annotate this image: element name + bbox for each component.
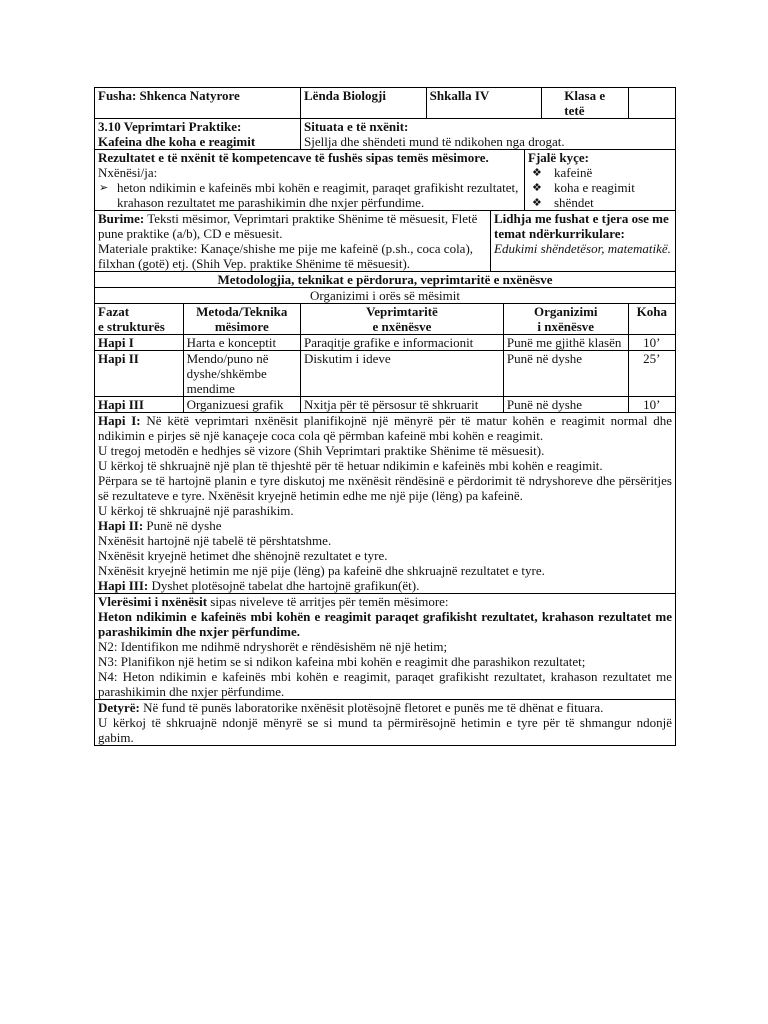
homework-text: Në fund të punës laboratorike nxënësit plotësojnë fletoret e punës me të dhënat e fituara.	[139, 700, 604, 715]
method-cell: Organizuesi grafik	[183, 397, 300, 413]
results-heading: Rezultatet e të nxënit të kompetencave të fushës sipas temës mësimore.	[98, 150, 489, 165]
assessment-main: Heton ndikimin e kafeinës mbi kohën e reagimit paraqet grafikisht rezultatet, krahason rezultatet me parashikimin dhe nxjer përfundime.	[98, 609, 672, 639]
level-cell	[426, 88, 628, 119]
step1-paragraph: U kërkoj të shkruajnë një plan të thjeshtë për të hetuar ndikimin e kafeinës mbi kohën e reagimit.	[98, 458, 603, 473]
table-row	[95, 335, 676, 351]
activity-cell: Paraqitje grafike e informacionit	[301, 335, 504, 351]
class-label: Klasa e tetë	[564, 88, 606, 118]
situation-text: Sjellja dhe shëndeti mund të ndikohen nga drogat.	[304, 134, 565, 149]
col-time: Koha	[628, 304, 675, 335]
keywords-heading: Fjalë kyçe:	[528, 150, 590, 165]
step1-label: Hapi I:	[98, 413, 141, 428]
links-text: Edukimi shëndetësor, matematikë.	[494, 241, 671, 256]
links-cell	[491, 211, 675, 271]
lesson-plan-table	[94, 87, 676, 746]
organization-cell: Punë në dyshe	[503, 351, 628, 397]
homework-label: Detyrë:	[98, 700, 140, 715]
topic-subtitle: Kafeina dhe koha e reagimit	[98, 134, 256, 149]
keyword-item: ❖ kafeinë	[528, 165, 672, 180]
results-row	[95, 150, 676, 211]
time-cell: 10’	[628, 335, 675, 351]
steps-row	[95, 413, 676, 594]
step2-text: Punë në dyshe	[143, 518, 222, 533]
keyword-item: ❖ koha e reagimit	[528, 180, 672, 195]
scale-label: Shkalla IV	[430, 88, 543, 118]
situation-cell	[301, 119, 676, 150]
steps-cell	[95, 413, 676, 594]
assessment-row	[95, 594, 676, 700]
table-row	[95, 351, 676, 397]
sources-text: Teksti mësimor, Veprimtari praktike Shënime të mësuesit, Fletë pune praktike (a/b), CD e mësuesit.	[98, 211, 478, 241]
topic-cell	[95, 119, 301, 150]
time-cell: 25’	[628, 351, 675, 397]
results-cell	[95, 150, 525, 210]
lesson-plan-page	[94, 87, 676, 746]
homework-paragraph: U kërkoj të shkruajnë ndonjë mënyrë se si mund ta përmirësojnë hetimin e tyre për të shmangur ndonjë gabim.	[98, 715, 672, 745]
step1-paragraph: U kërkoj të shkruajnë një parashikim.	[98, 503, 294, 518]
phase-cell: Hapi I	[95, 335, 184, 351]
assessment-level-n3: N3: Planifikon një hetim se si ndikon kafeina mbi kohën e reagimit dhe parashikon rezultatet;	[98, 654, 586, 669]
assessment-label-rest: sipas niveleve të arritjes për temën mësimore:	[207, 594, 449, 609]
col-organization: Organizimi i nxënësve	[503, 304, 628, 335]
phase-cell: Hapi III	[95, 397, 184, 413]
step2-paragraph: Nxënësit kryejnë hetimet dhe shënojnë rezultatet e tyre.	[98, 548, 388, 563]
subject-cell: Lënda Biologji	[301, 88, 427, 119]
keywords-list	[528, 165, 672, 210]
organization-cell: Punë me gjithë klasën	[503, 335, 628, 351]
field-cell: Fusha: Shkenca Natyrore	[95, 88, 301, 119]
assessment-cell	[95, 594, 676, 700]
keyword-item: ❖ shëndet	[528, 195, 672, 210]
step2-paragraph: Nxënësit kryejnë hetimin me një pije (lëng) pa kafeinë dhe shkruajnë rezultatet e tyre.	[98, 563, 545, 578]
step1-paragraph: U tregoj metodën e hedhjes së vizore (Shih Veprimtari praktike Shënime të mësuesit).	[98, 443, 545, 458]
organization-heading: Organizimi i orës së mësimit	[95, 288, 676, 304]
links-heading: Lidhja me fushat e tjera ose me temat ndërkurrikulare:	[494, 211, 669, 241]
phase-cell: Hapi II	[95, 351, 184, 397]
col-activities: Veprimtaritë e nxënësve	[301, 304, 504, 335]
assessment-level-n2: N2: Identifikon me ndihmë ndryshorët e rëndësishëm në një hetim;	[98, 639, 448, 654]
method-cell: Harta e konceptit	[183, 335, 300, 351]
methodology-heading-row	[95, 272, 676, 288]
results-subject: Nxënësi/ja:	[98, 165, 158, 180]
sources-cell	[95, 211, 491, 271]
step3-text: Dyshet plotësojnë tabelat dhe hartojnë grafikun(ët).	[148, 578, 420, 593]
situation-label: Situata e të nxënit:	[304, 119, 409, 134]
methodology-heading: Metodologjia, teknikat e përdorura, veprimtaritë e nxënësve	[95, 272, 676, 288]
activity-cell: Diskutim i ideve	[301, 351, 504, 397]
method-cell: Mendo/puno në dyshe/shkëmbe mendime	[183, 351, 300, 397]
phases-header-row	[95, 304, 676, 335]
sources-row	[95, 211, 676, 272]
results-list	[98, 180, 521, 210]
step1-text: Në këtë veprimtari nxënësit planifikojnë një mënyrë për të matur kohën e reagimit normal dhe ndikimin e pirjes së një kanaçeje coca cola që përmban kafeinë mbi kohën e reagimit.	[98, 413, 672, 443]
keywords-cell	[525, 150, 675, 210]
col-phases: Fazat e strukturës	[95, 304, 184, 335]
activity-cell: Nxitja për të përsosur të shkruarit	[301, 397, 504, 413]
step1-paragraph: Përpara se të hartojnë planin e tyre diskutoj me nxënësit rëndësinë e përdorimit të ndryshoreve dhe përsëritjes së rezultateve e tyre. Nxënësit kryejnë hetimin edhe me një pije (lëng) pa kafeinë.	[98, 473, 672, 503]
header-row	[95, 88, 676, 119]
homework-cell	[95, 700, 676, 746]
col-method: Metoda/Teknika mësimore	[183, 304, 300, 335]
assessment-level-n4: N4: Heton ndikimin e kafeinës mbi kohën e reagimit, paraqet grafikisht rezultatet, krahason rezultatet me parashikimin dhe nxjer përfundime.	[98, 669, 672, 699]
step3-label: Hapi III:	[98, 578, 149, 593]
organization-heading-row	[95, 288, 676, 304]
step2-paragraph: Nxënësit hartojnë një tabelë të përshtatshme.	[98, 533, 332, 548]
header-empty	[628, 88, 675, 119]
organization-cell: Punë në dyshe	[503, 397, 628, 413]
time-cell: 10’	[628, 397, 675, 413]
step2-label: Hapi II:	[98, 518, 144, 533]
results-bullet: ➢ heton ndikimin e kafeinës mbi kohën e reagimit, paraqet grafikisht rezultatet, krahason rezultatet me parashikimin dhe nxjer përfundime.	[98, 180, 521, 210]
topic-title: 3.10 Veprimtari Praktike:	[98, 119, 242, 134]
homework-row	[95, 700, 676, 746]
sources-label: Burime:	[98, 211, 145, 226]
table-row	[95, 397, 676, 413]
materials-text: Materiale praktike: Kanaçe/shishe me pije me kafeinë (p.sh., coca cola), filxhan (gotë) etj. (Shih Vep. praktike Shënime të mësuesit).	[98, 241, 474, 271]
assessment-label: Vlerësimi i nxënësit	[98, 594, 208, 609]
topic-row	[95, 119, 676, 150]
